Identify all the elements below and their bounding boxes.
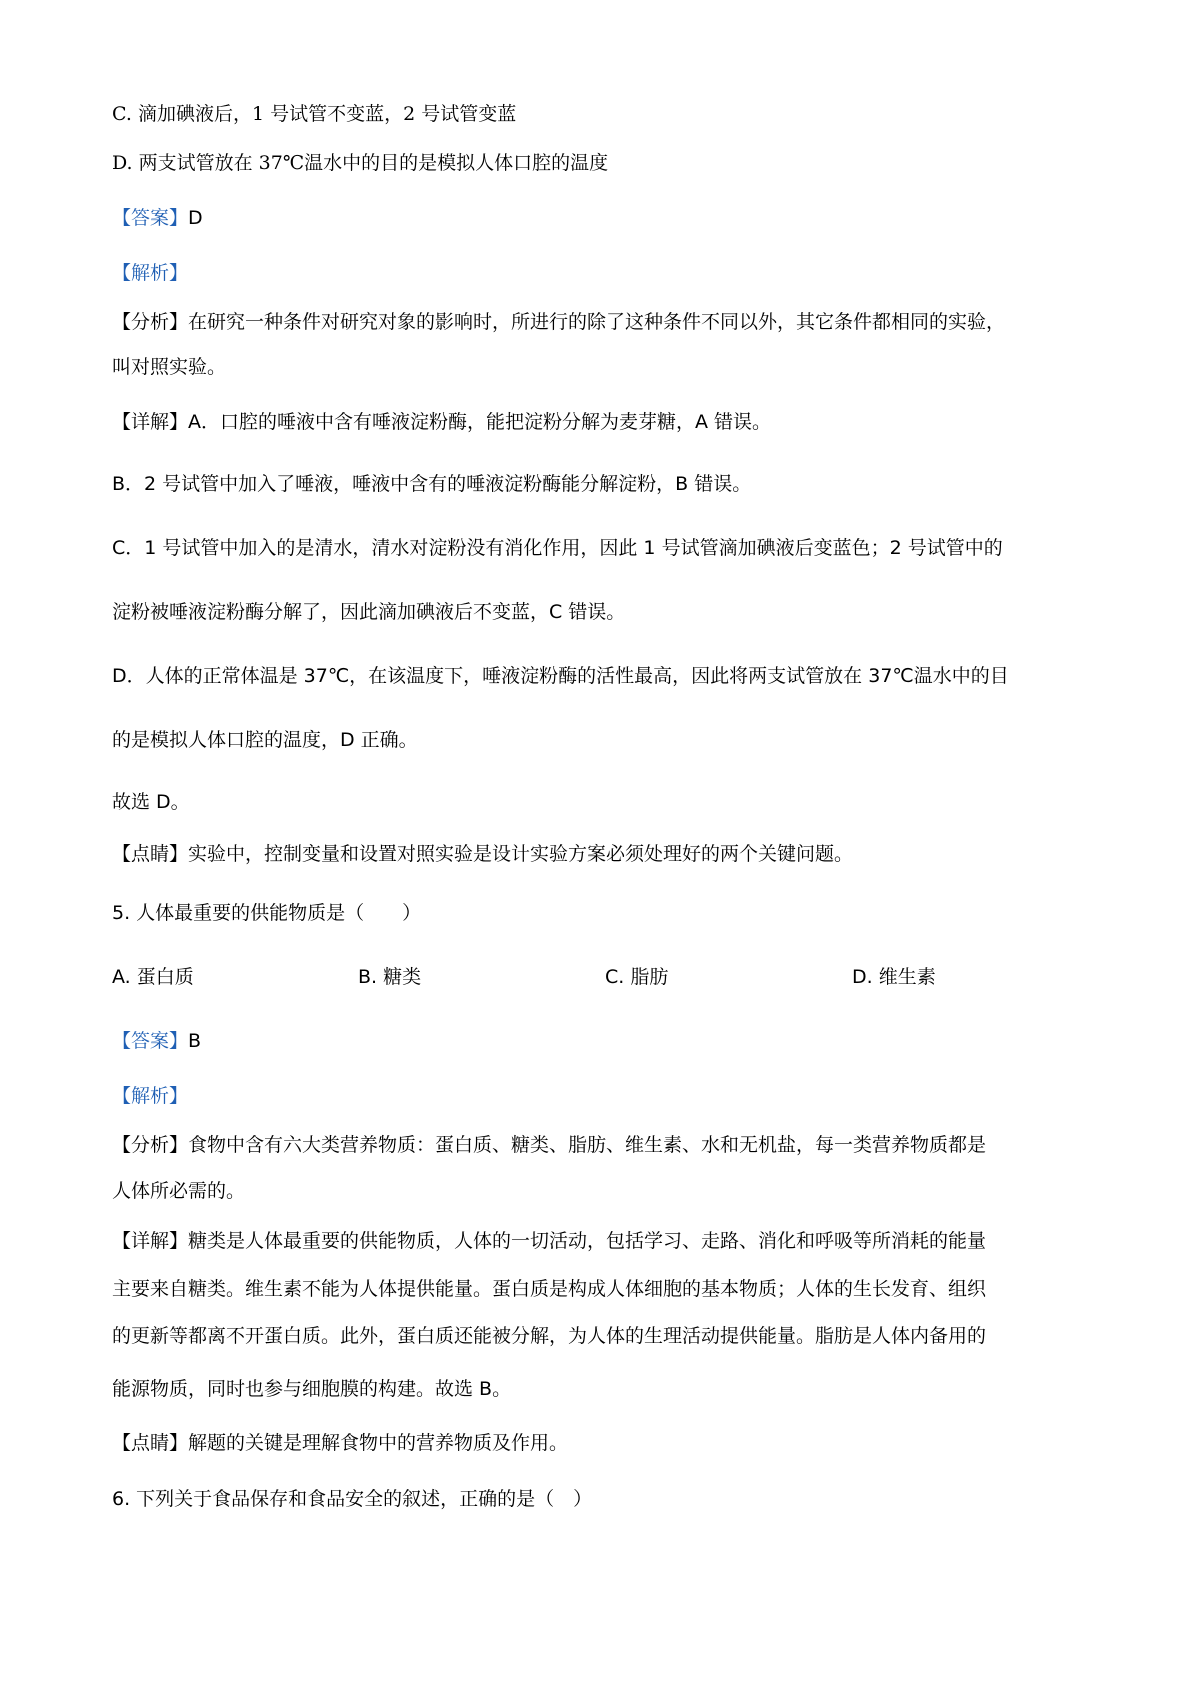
q5-answer bbox=[112, 1032, 201, 1051]
dianjing-tag: 【点睛】 bbox=[112, 1432, 189, 1454]
xiangjie-text: A．口腔的唾液中含有唾液淀粉酶，能把淀粉分解为麦芽糖，A 错误。 bbox=[188, 411, 772, 433]
answer-tag: 【答案】 bbox=[112, 1030, 189, 1052]
q5-question: 5. 人体最重要的供能物质是（ ） bbox=[112, 902, 422, 924]
answer-value: D bbox=[188, 207, 203, 229]
fenxi-text: 在研究一种条件对研究对象的影响时，所进行的除了这种条件不同以外，其它条件都相同的实验， bbox=[188, 311, 1006, 333]
q5-xiangjie-4: 能源物质，同时也参与细胞膜的构建。故选 B。 bbox=[112, 1378, 512, 1400]
q5-option-a: A. 蛋白质 bbox=[112, 966, 194, 988]
q4-xiangjie-d1: D．人体的正常体温是 37℃，在该温度下，唾液淀粉酶的活性最高，因此将两支试管放在 37℃温水中的目 bbox=[112, 665, 1009, 687]
q5-dianjing bbox=[112, 1434, 568, 1453]
q5-xiangjie-3: 的更新等都离不开蛋白质。此外，蛋白质还能被分解，为人体的生理活动提供能量。脂肪是人体内备用的 bbox=[112, 1325, 987, 1347]
q4-xiangjie-c1: C．1 号试管中加入的是清水，清水对淀粉没有消化作用，因此 1 号试管滴加碘液后变蓝色；2 号试管中的 bbox=[112, 537, 1003, 559]
dianjing-tag: 【点睛】 bbox=[112, 843, 189, 865]
dianjing-text: 实验中，控制变量和设置对照实验是设计实验方案必须处理好的两个关键问题。 bbox=[188, 843, 854, 865]
answer-tag: 【答案】 bbox=[112, 207, 189, 229]
q4-fenxi-1 bbox=[112, 313, 1005, 332]
q4-dianjing bbox=[112, 845, 853, 864]
q4-xiangjie-d2: 的是模拟人体口腔的温度，D 正确。 bbox=[112, 729, 418, 751]
q6-question: 6. 下列关于食品保存和食品安全的叙述，正确的是（ ） bbox=[112, 1488, 593, 1510]
q5-fenxi-2: 人体所必需的。 bbox=[112, 1180, 246, 1202]
xiangjie-tag: 【详解】 bbox=[112, 411, 189, 433]
q4-xiangjie-c2: 淀粉被唾液淀粉酶分解了，因此滴加碘液后不变蓝，C 错误。 bbox=[112, 601, 626, 623]
q5-analysis-tag: 【解析】 bbox=[112, 1085, 189, 1107]
answer-value: B bbox=[188, 1030, 202, 1052]
q4-option-c: C. 滴加碘液后，1 号试管不变蓝，2 号试管变蓝 bbox=[112, 103, 517, 125]
q4-analysis-tag: 【解析】 bbox=[112, 262, 189, 284]
xiangjie-text: 糖类是人体最重要的供能物质，人体的一切活动，包括学习、走路、消化和呼吸等所消耗的能量 bbox=[188, 1230, 987, 1252]
q5-xiangjie-1 bbox=[112, 1232, 986, 1251]
xiangjie-tag: 【详解】 bbox=[112, 1230, 189, 1252]
q4-xiangjie-b: B．2 号试管中加入了唾液，唾液中含有的唾液淀粉酶能分解淀粉，B 错误。 bbox=[112, 473, 752, 495]
q5-xiangjie-2: 主要来自糖类。维生素不能为人体提供能量。蛋白质是构成人体细胞的基本物质；人体的生长发育、组织 bbox=[112, 1278, 987, 1300]
q5-option-b: B. 糖类 bbox=[358, 966, 422, 988]
q4-fenxi-2: 叫对照实验。 bbox=[112, 356, 227, 378]
q4-xiangjie-a bbox=[112, 413, 771, 432]
q4-option-d: D. 两支试管放在 37℃温水中的目的是模拟人体口腔的温度 bbox=[112, 152, 609, 174]
q5-option-c: C. 脂肪 bbox=[605, 966, 669, 988]
fenxi-text: 食物中含有六大类营养物质：蛋白质、糖类、脂肪、维生素、水和无机盐，每一类营养物质都是 bbox=[188, 1134, 987, 1156]
q5-option-d: D. 维生素 bbox=[852, 966, 936, 988]
dianjing-text: 解题的关键是理解食物中的营养物质及作用。 bbox=[188, 1432, 569, 1454]
q5-fenxi-1 bbox=[112, 1136, 986, 1155]
q4-guxuan: 故选 D。 bbox=[112, 791, 190, 813]
q4-answer bbox=[112, 209, 203, 228]
fenxi-tag: 【分析】 bbox=[112, 311, 189, 333]
fenxi-tag: 【分析】 bbox=[112, 1134, 189, 1156]
